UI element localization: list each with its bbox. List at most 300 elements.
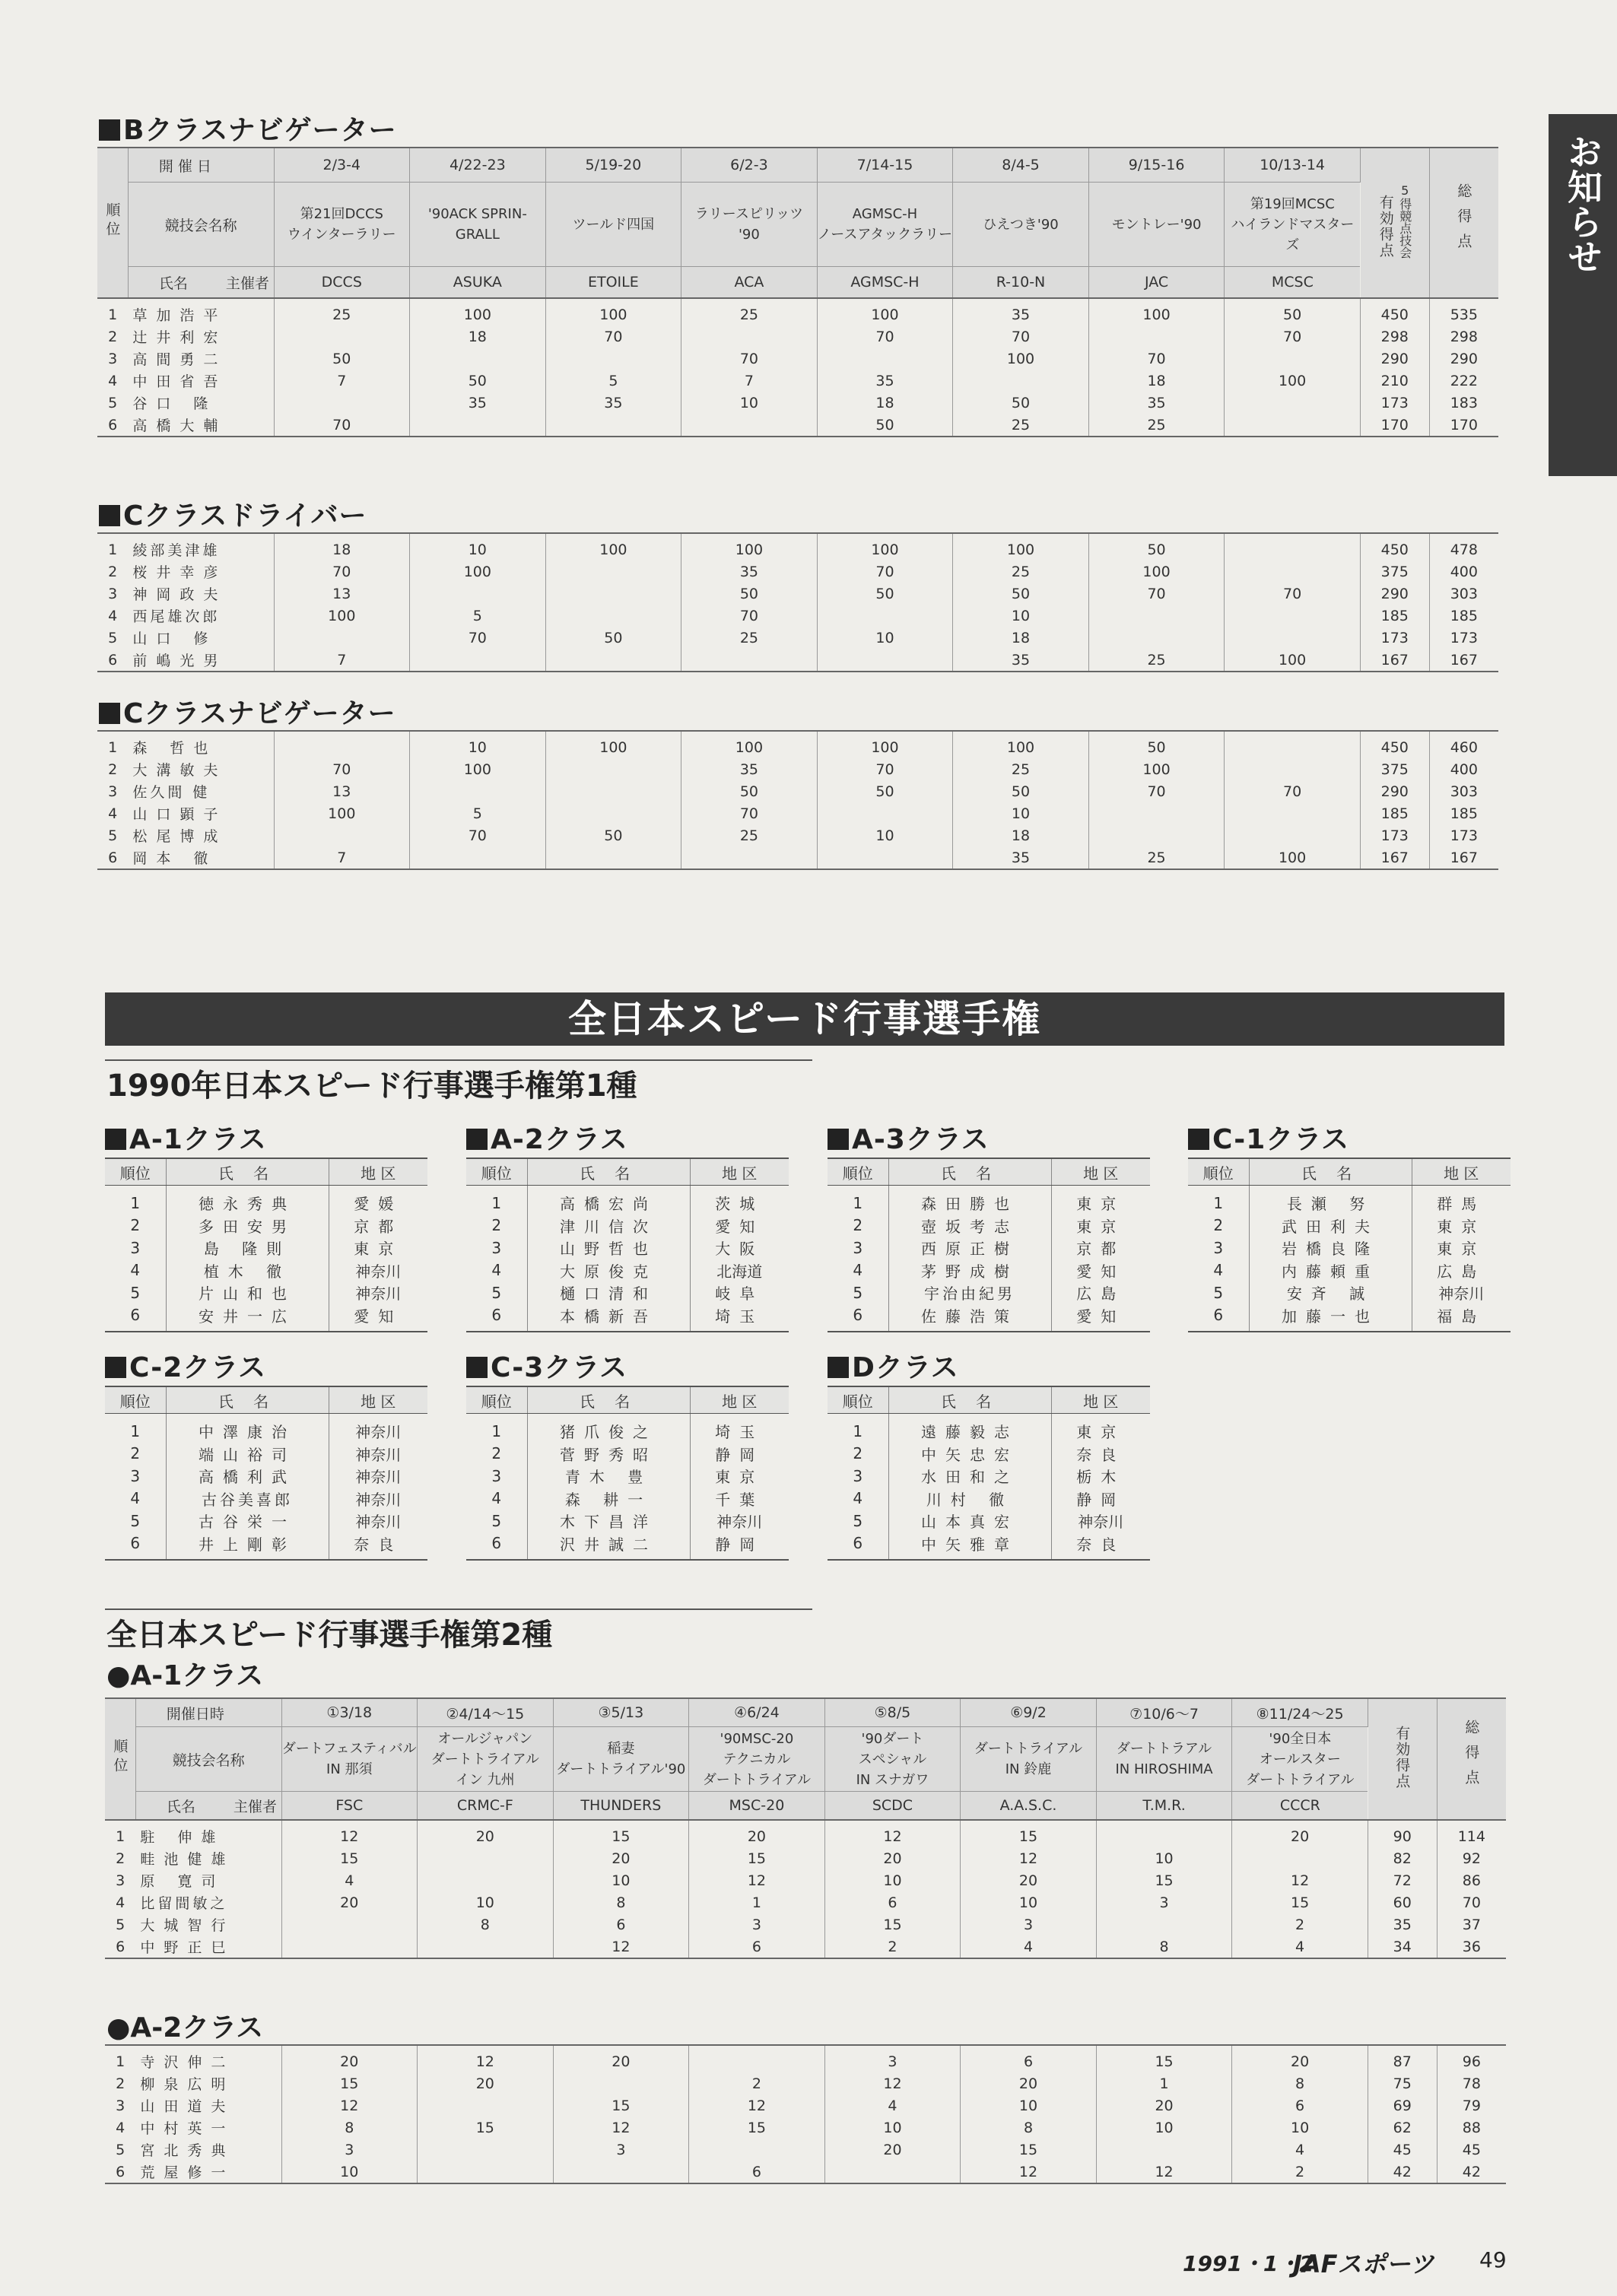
header-valid-label: 有効得点	[1393, 1725, 1411, 1789]
rank-cell: 6	[105, 2161, 135, 2183]
score-cell-event-8	[1225, 348, 1361, 370]
table-row	[466, 1215, 789, 1237]
score-cell-event-3: 100	[545, 298, 681, 326]
table-row	[105, 1869, 1506, 1891]
score-cell-event-2	[418, 2094, 554, 2117]
score-cell-event-7: 8	[1096, 1936, 1232, 1958]
table-row	[105, 1259, 427, 1282]
score-cell-event-8: 20	[1232, 2045, 1368, 2072]
header-event-line: ダートトラアル	[1116, 1741, 1212, 1757]
rank-cell: 5	[105, 1281, 166, 1304]
score-cell-event-7	[1096, 1820, 1232, 1847]
score-cell-event-4: 35	[681, 758, 818, 780]
score-cell-event-2: 100	[410, 298, 546, 326]
table-row	[466, 1443, 789, 1466]
total-points-cell: 70	[1462, 1894, 1481, 1911]
rank-cell: 5	[828, 1281, 888, 1304]
table-row	[97, 731, 1498, 758]
rank-cell: 5	[116, 1916, 125, 1933]
score-cell-event-2: 70	[410, 824, 546, 846]
c-driver-results-table	[97, 532, 1498, 672]
driver-name-cell: 綾部美津雄	[128, 533, 274, 561]
score-cell-event-5: 18	[817, 392, 953, 414]
rank-cell: 1	[105, 1414, 166, 1443]
score-cell-event-1: 7	[274, 370, 410, 392]
driver-name-cell: 西原正樹	[888, 1237, 1051, 1259]
rank-cell: 2	[108, 328, 118, 345]
table-row	[1188, 1259, 1511, 1282]
score-cell-event-1: 7	[274, 846, 410, 869]
table-row	[828, 1186, 1150, 1215]
rank-cell: 2	[828, 1443, 888, 1466]
score-cell-event-8	[1225, 533, 1361, 561]
valid-points-cell: 75	[1368, 2072, 1437, 2094]
table-row	[105, 1913, 1506, 1936]
score-cell-event-8: 12	[1232, 1869, 1368, 1891]
driver-name-cell: 中矢雅章	[888, 1532, 1051, 1561]
score-cell-event-1: 70	[274, 414, 410, 437]
total-points-cell: 96	[1437, 2045, 1506, 2072]
driver-name-cell: 柳泉広明	[135, 2072, 281, 2094]
score-cell-event-2: 20	[418, 1820, 554, 1847]
footer-magazine: JAFスポーツ	[1293, 2250, 1434, 2279]
score-cell-event-7: 10	[1096, 1847, 1232, 1869]
score-cell-event-3	[553, 2161, 689, 2183]
header-event-line: '90ダート	[861, 1730, 924, 1747]
table-row	[105, 1414, 427, 1443]
region-cell: 大阪	[715, 1240, 764, 1259]
driver-name-cell: 遠藤毅志	[888, 1414, 1051, 1443]
score-cell-event-7: 70	[1088, 348, 1225, 370]
header-event-label: 競技会名称	[128, 183, 274, 267]
score-cell-event-1: 15	[281, 2072, 418, 2094]
total-points-cell: 45	[1462, 2141, 1481, 2158]
class-title: A-2クラス	[466, 1118, 628, 1157]
column-header-region: 地 区	[1051, 1158, 1150, 1186]
second-a2-title: ●A-2クラス	[106, 2012, 264, 2044]
score-cell-event-1: 3	[281, 2139, 418, 2161]
class-title: Dクラス	[828, 1346, 959, 1385]
rank-cell: 6	[828, 1304, 888, 1332]
header-date-8: ⑧11/24〜25	[1232, 1698, 1368, 1727]
score-cell-event-3: 50	[545, 824, 681, 846]
score-cell-event-5: 70	[817, 758, 953, 780]
driver-name-cell: 草加浩平	[128, 298, 274, 326]
total-points-cell: 79	[1462, 2097, 1481, 2114]
rank-cell: 6	[97, 649, 128, 672]
table-row	[466, 1281, 789, 1304]
valid-points-cell: 173	[1360, 627, 1429, 649]
total-points-cell: 478	[1429, 533, 1498, 561]
class-result-table	[105, 1158, 427, 1332]
column-header-region: 地 区	[1412, 1158, 1511, 1186]
score-cell-event-5: 4	[824, 2094, 961, 2117]
table-row	[466, 1465, 789, 1488]
rank-cell: 2	[108, 761, 118, 778]
header-organizer-5: SCDC	[824, 1792, 961, 1821]
header-name-label: 氏名	[166, 1798, 195, 1815]
score-cell-event-4	[681, 846, 818, 869]
valid-points-cell: 290	[1360, 348, 1429, 370]
region-cell: 東京	[1437, 1217, 1486, 1236]
header-organizer-3: THUNDERS	[553, 1792, 689, 1821]
first-category-title: 1990年日本スピード行事選手権第1種	[106, 1069, 637, 1104]
driver-name-cell: 辻井利宏	[128, 326, 274, 348]
score-cell-event-4: 10	[681, 392, 818, 414]
region-cell: 埼玉	[690, 1304, 789, 1332]
score-cell-event-4	[689, 2139, 825, 2161]
rank-cell: 6	[97, 846, 128, 869]
score-cell-event-7: 25	[1088, 649, 1225, 672]
header-date-6: 8/4-5	[953, 148, 1089, 183]
table-row	[97, 414, 1498, 437]
header-event-line: ラリースピリッツ	[694, 206, 804, 222]
score-cell-event-5: 2	[824, 1936, 961, 1958]
driver-name-cell: 原 寛司	[135, 1869, 281, 1891]
score-cell-event-7	[1096, 2139, 1232, 2161]
driver-name-cell: 川村 徹	[888, 1488, 1051, 1510]
rank-cell: 4	[105, 1259, 166, 1282]
valid-points-cell: 62	[1368, 2117, 1437, 2139]
rank-cell: 4	[828, 1259, 888, 1282]
header-organizer-1: DCCS	[274, 267, 410, 299]
score-cell-event-6: 35	[953, 649, 1089, 672]
score-cell-event-7	[1088, 605, 1225, 627]
table-row	[105, 2072, 1506, 2094]
header-event-line: ダートトライアル	[702, 1771, 812, 1788]
score-cell-event-4	[689, 2045, 825, 2072]
score-cell-event-6: 70	[953, 326, 1089, 348]
score-cell-event-2	[410, 846, 546, 869]
region-cell: 神奈川	[1078, 1513, 1124, 1532]
header-organizer-6: A.A.S.C.	[961, 1792, 1097, 1821]
score-cell-event-3: 50	[545, 627, 681, 649]
footer-page-number: 49	[1479, 2247, 1507, 2272]
region-cell: 北海道	[716, 1262, 763, 1281]
table-row	[97, 758, 1498, 780]
header-organizer-5: AGMSC-H	[817, 267, 953, 299]
score-cell-event-1: 13	[274, 780, 410, 802]
header-event-line: '90ACK SPRIN-	[427, 206, 527, 222]
score-cell-event-8	[1225, 561, 1361, 583]
header-organizer-8: CCCR	[1232, 1792, 1368, 1821]
rank-cell: 2	[105, 1215, 166, 1237]
header-event-line: AGMSC-H	[852, 206, 918, 222]
rank-cell: 1	[97, 731, 128, 758]
header-date-7: 9/15-16	[1088, 148, 1225, 183]
driver-name-cell: 安井一広	[166, 1304, 329, 1332]
total-points-cell: 114	[1437, 1820, 1506, 1847]
score-cell-event-7: 15	[1096, 2045, 1232, 2072]
table-row	[105, 2161, 1506, 2183]
rank-cell: 5	[108, 394, 118, 411]
rank-cell: 5	[1188, 1281, 1249, 1304]
score-cell-event-3: 5	[545, 370, 681, 392]
rank-cell: 1	[466, 1186, 527, 1215]
header-valid-sub: 5得競点技会	[1397, 183, 1412, 259]
column-header-name: 氏 名	[527, 1386, 690, 1414]
total-points-cell: 460	[1429, 731, 1498, 758]
rank-cell: 5	[116, 2141, 125, 2158]
score-cell-event-6: 20	[961, 2072, 1097, 2094]
region-cell: 福島	[1412, 1304, 1511, 1332]
class-result-table	[828, 1158, 1150, 1332]
score-cell-event-2	[418, 1847, 554, 1869]
rank-cell: 1	[105, 1186, 166, 1215]
valid-points-cell: 450	[1360, 731, 1429, 758]
table-row	[466, 1414, 789, 1443]
rank-cell: 4	[108, 805, 118, 822]
driver-name-cell: 山本真宏	[888, 1510, 1051, 1532]
score-cell-event-1: 8	[281, 2117, 418, 2139]
header-total-points	[1437, 1698, 1506, 1820]
table-row	[105, 1847, 1506, 1869]
score-cell-event-5: 15	[824, 1913, 961, 1936]
score-cell-event-3: 70	[545, 326, 681, 348]
driver-name-cell: 植木 徹	[166, 1259, 329, 1282]
score-cell-event-1: 25	[274, 298, 410, 326]
driver-name-cell: 山口 修	[128, 627, 274, 649]
valid-points-cell: 290	[1360, 583, 1429, 605]
header-date-3: 5/19-20	[545, 148, 681, 183]
rank-cell: 1	[828, 1414, 888, 1443]
score-cell-event-7: 100	[1088, 298, 1225, 326]
driver-name-cell: 古谷美喜郎	[166, 1488, 329, 1510]
header-date-5: ⑤8/5	[824, 1698, 961, 1727]
header-organizer-1: FSC	[281, 1792, 418, 1821]
score-cell-event-7: 18	[1088, 370, 1225, 392]
score-cell-event-1: 4	[281, 1869, 418, 1891]
driver-name-cell: 安斉 誠	[1249, 1281, 1412, 1304]
score-cell-event-2	[410, 414, 546, 437]
total-points-cell: 535	[1429, 298, 1498, 326]
score-cell-event-8: 15	[1232, 1891, 1368, 1913]
score-cell-event-1	[281, 1936, 418, 1958]
score-cell-event-6: 10	[961, 2094, 1097, 2117]
table-row	[1188, 1304, 1511, 1332]
header-date-5: 7/14-15	[817, 148, 953, 183]
total-points-cell: 167	[1429, 846, 1498, 869]
header-rank	[97, 148, 128, 298]
score-cell-event-2: 100	[410, 758, 546, 780]
total-points-cell: 170	[1429, 414, 1498, 437]
score-cell-event-4	[681, 414, 818, 437]
table-row	[97, 605, 1498, 627]
region-cell: 静岡	[1076, 1490, 1126, 1509]
header-event-label: 競技会名称	[135, 1727, 281, 1792]
header-event-6	[961, 1727, 1097, 1792]
score-cell-event-3: 100	[545, 731, 681, 758]
score-cell-event-2: 18	[410, 326, 546, 348]
table-row	[97, 802, 1498, 824]
table-row	[97, 392, 1498, 414]
region-cell: 神奈川	[1438, 1285, 1485, 1304]
rank-cell: 5	[108, 629, 118, 646]
driver-name-cell: 片山和也	[166, 1281, 329, 1304]
total-points-cell: 400	[1450, 563, 1478, 580]
score-cell-event-7: 25	[1088, 414, 1225, 437]
table-row	[466, 1488, 789, 1510]
score-cell-event-3: 3	[553, 2139, 689, 2161]
header-valid-points	[1360, 148, 1429, 298]
score-cell-event-6: 50	[953, 780, 1089, 802]
rank-cell: 6	[97, 414, 128, 437]
class-title: A-1クラス	[105, 1118, 267, 1157]
total-points-cell: 173	[1450, 629, 1478, 646]
championship-banner: 全日本スピード行事選手権	[105, 992, 1504, 1046]
score-cell-event-2: 15	[418, 2117, 554, 2139]
header-organizer-2: ASUKA	[410, 267, 546, 299]
score-cell-event-5: 100	[817, 298, 953, 326]
score-cell-event-7	[1096, 1913, 1232, 1936]
rank-cell: 6	[466, 1532, 527, 1561]
score-cell-event-3	[545, 605, 681, 627]
region-cell: 静岡	[715, 1445, 764, 1464]
valid-points-cell: 167	[1360, 846, 1429, 869]
table-row	[828, 1443, 1150, 1466]
score-cell-event-2: 5	[410, 802, 546, 824]
class-result-table	[466, 1158, 789, 1332]
rank-cell: 2	[828, 1215, 888, 1237]
driver-name-cell: 古谷栄一	[166, 1510, 329, 1532]
driver-name-cell: 大原俊克	[527, 1259, 690, 1282]
second-category-title: 全日本スピード行事選手権第2種	[106, 1618, 553, 1653]
rank-cell: 2	[105, 1443, 166, 1466]
valid-points-cell: 298	[1360, 326, 1429, 348]
rank-cell: 1	[105, 2045, 135, 2072]
rank-cell: 1	[105, 1820, 135, 1847]
rank-cell: 5	[108, 827, 118, 844]
header-event-line: IN 那須	[326, 1761, 373, 1777]
table-row	[1188, 1281, 1511, 1304]
table-row	[105, 1465, 427, 1488]
valid-points-cell: 450	[1360, 533, 1429, 561]
region-cell: 神奈川	[355, 1423, 402, 1442]
valid-points-cell: 173	[1360, 824, 1429, 846]
header-date-7: ⑦10/6〜7	[1096, 1698, 1232, 1727]
table-row	[97, 348, 1498, 370]
rank-cell: 5	[105, 1510, 166, 1532]
score-cell-event-5: 12	[824, 1820, 961, 1847]
score-cell-event-8	[1225, 758, 1361, 780]
score-cell-event-4	[681, 326, 818, 348]
score-cell-event-7: 70	[1088, 583, 1225, 605]
table-row	[105, 1304, 427, 1332]
header-event-8	[1225, 183, 1361, 267]
rank-cell: 1	[97, 533, 128, 561]
score-cell-event-2	[410, 780, 546, 802]
rank-cell: 1	[97, 298, 128, 326]
table-row	[105, 1281, 427, 1304]
score-cell-event-4: 25	[681, 627, 818, 649]
score-cell-event-2: 10	[410, 533, 546, 561]
header-event-3	[545, 183, 681, 267]
table-row	[97, 780, 1498, 802]
region-cell: 愛知	[1076, 1262, 1126, 1281]
table-row	[466, 1510, 789, 1532]
table-row	[466, 1532, 789, 1561]
rank-cell: 4	[466, 1488, 527, 1510]
rank-cell: 4	[108, 607, 118, 624]
score-cell-event-1	[274, 731, 410, 758]
table-row	[105, 1443, 427, 1466]
column-header-region: 地 区	[1051, 1386, 1150, 1414]
score-cell-event-2: 10	[418, 1891, 554, 1913]
header-name-organizer	[128, 267, 274, 299]
rank-cell: 3	[108, 783, 118, 800]
driver-name-cell: 猪爪俊之	[527, 1414, 690, 1443]
driver-name-cell: 菅野秀昭	[527, 1443, 690, 1466]
rank-cell: 1	[828, 1186, 888, 1215]
driver-name-cell: 高橋利武	[166, 1465, 329, 1488]
header-event-2	[418, 1727, 554, 1792]
column-header-region: 地 区	[690, 1158, 789, 1186]
rank-cell: 4	[466, 1259, 527, 1282]
rank-cell: 3	[105, 1465, 166, 1488]
total-points-cell: 303	[1450, 585, 1478, 602]
rank-cell: 3	[466, 1465, 527, 1488]
score-cell-event-3	[553, 2072, 689, 2094]
region-cell: 広島	[1076, 1285, 1126, 1304]
score-cell-event-3	[545, 758, 681, 780]
second-a1-results-table	[105, 1697, 1506, 1959]
score-cell-event-4: 50	[681, 583, 818, 605]
score-cell-event-1: 18	[274, 533, 410, 561]
score-cell-event-3	[545, 780, 681, 802]
valid-points-cell: 42	[1368, 2161, 1437, 2183]
header-date-label: 開催日時	[135, 1698, 281, 1727]
score-cell-event-1: 100	[274, 802, 410, 824]
header-rank-label: 順位	[111, 1738, 129, 1777]
valid-points-cell: 45	[1368, 2139, 1437, 2161]
driver-name-cell: 井上剛彰	[166, 1532, 329, 1561]
driver-name-cell: 中野正巳	[135, 1936, 281, 1958]
table-row	[828, 1532, 1150, 1561]
table-row	[97, 561, 1498, 583]
header-event-line: オールスター	[1259, 1751, 1341, 1767]
score-cell-event-8	[1225, 731, 1361, 758]
score-cell-event-6: 50	[953, 583, 1089, 605]
table-row	[828, 1259, 1150, 1282]
score-cell-event-3: 8	[553, 1891, 689, 1913]
score-cell-event-2	[418, 2139, 554, 2161]
valid-points-cell: 185	[1360, 605, 1429, 627]
score-cell-event-6: 4	[961, 1936, 1097, 1958]
score-cell-event-8: 100	[1225, 846, 1361, 869]
region-cell: 奈良	[329, 1532, 427, 1561]
table-row	[1188, 1215, 1511, 1237]
header-date-2: ②4/14〜15	[418, 1698, 554, 1727]
score-cell-event-6: 3	[961, 1913, 1097, 1936]
score-cell-event-6: 25	[953, 758, 1089, 780]
header-event-line: ひえつき'90	[983, 216, 1059, 233]
driver-name-cell: 沢井誠二	[527, 1532, 690, 1561]
rank-cell: 2	[116, 2075, 125, 2092]
column-header-name: 氏 名	[166, 1158, 329, 1186]
table-row	[828, 1237, 1150, 1259]
score-cell-event-5: 70	[817, 326, 953, 348]
score-cell-event-5	[817, 605, 953, 627]
score-cell-event-1	[274, 326, 410, 348]
score-cell-event-3: 100	[545, 533, 681, 561]
table-row	[97, 824, 1498, 846]
score-cell-event-7: 35	[1088, 392, 1225, 414]
driver-name-cell: 森田勝也	[888, 1186, 1051, 1215]
score-cell-event-4: 7	[681, 370, 818, 392]
section-title-c-driver: Cクラスドライバー	[99, 494, 367, 533]
rank-cell: 3	[116, 2097, 125, 2114]
driver-name-cell: 島 隆則	[166, 1237, 329, 1259]
